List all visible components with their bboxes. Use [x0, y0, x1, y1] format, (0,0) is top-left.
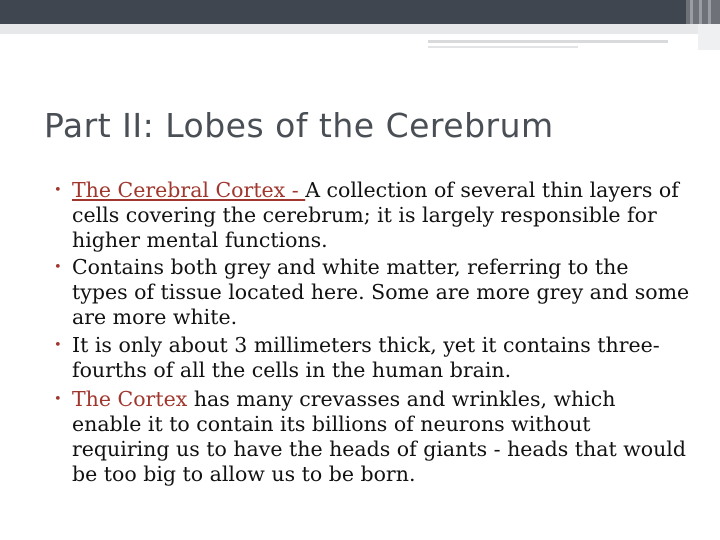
bullet-item — [54, 178, 690, 253]
bullet-dot-icon: • — [54, 260, 62, 275]
header-bar — [0, 0, 720, 24]
header-stripe — [699, 0, 702, 24]
bullet-list — [54, 178, 690, 487]
bullet-dot-icon: • — [54, 183, 62, 198]
bullet-item — [54, 387, 690, 487]
bullet-text: It is only about 3 millimeters thick, yet it contains three-fourths of all the cells in the human brain. — [72, 333, 660, 382]
bullet-dot-icon: • — [54, 392, 62, 407]
bullet-text: Contains both grey and white matter, referring to the types of tissue located here. Some are more grey and some are more white. — [72, 255, 690, 329]
header-stripe — [708, 0, 711, 24]
bullet-item — [54, 255, 690, 330]
header-accent-line — [428, 40, 668, 43]
header-accent-corner — [698, 24, 720, 50]
header-stripe — [690, 0, 693, 24]
header-accent-band — [0, 24, 720, 34]
bullet-dot-icon: • — [54, 338, 62, 353]
slide-title: Part II: Lobes of the Cerebrum — [44, 106, 554, 145]
bullet-text: has many crevasses and wrinkles, which enable it to contain its billions of neurons without requiring us to have the heads of giants - heads that would be too big to allow us to be born. — [72, 387, 686, 486]
bullet-item — [54, 333, 690, 383]
term-link[interactable]: The Cerebral Cortex - — [72, 178, 306, 202]
term-highlight: The Cortex — [72, 387, 188, 411]
header-accent-line — [428, 46, 578, 48]
bullet-text: A collection of several thin layers of cells covering the cerebrum; it is largely responsible for higher mental functions. — [72, 178, 679, 252]
